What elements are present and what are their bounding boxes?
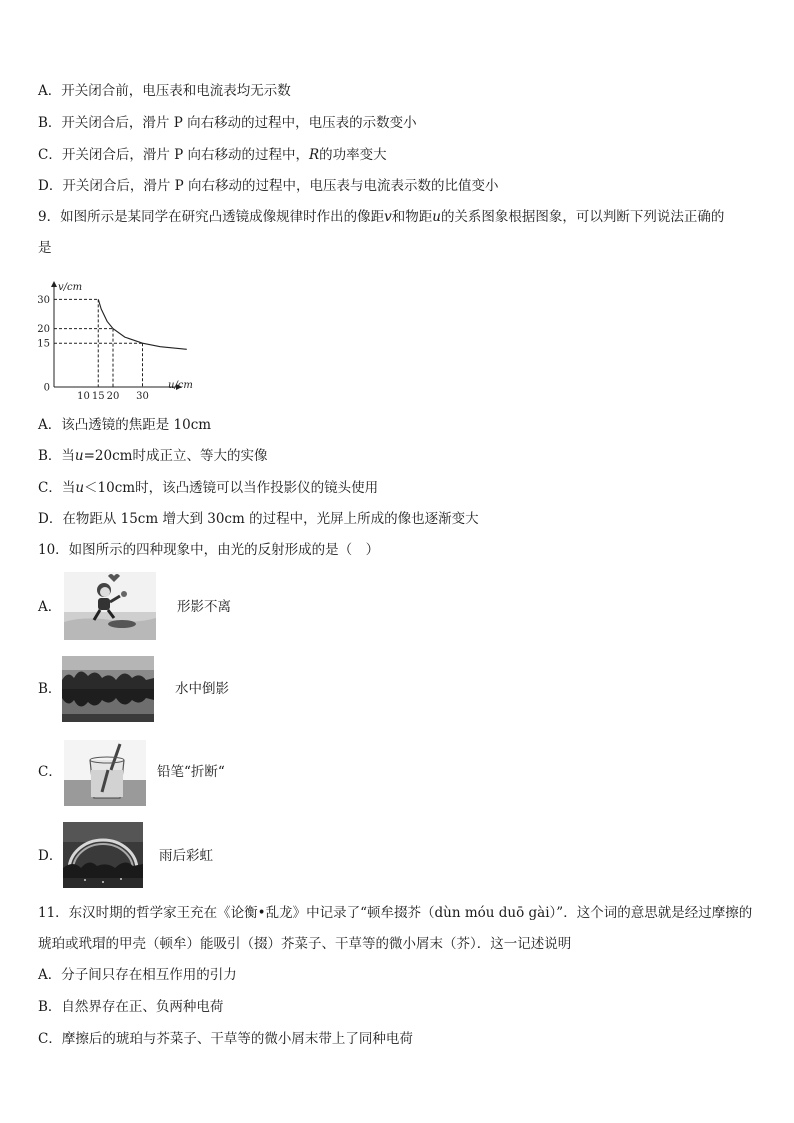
q10-option-a-caption: 形影不离 <box>177 599 231 615</box>
q9-graph <box>30 280 205 405</box>
q9-option-b-pre: B．当 <box>38 448 75 464</box>
q8-option-d: D．开关闭合后，滑片 P 向右移动的过程中，电压表与电流表示数的比值变小 <box>38 178 499 194</box>
q9-option-c-pre: C．当 <box>38 480 76 496</box>
q9-option-b-post: =20cm时成正立、等大的实像 <box>83 448 268 464</box>
y-tick-label: 15 <box>37 338 50 350</box>
q9-option-a: A．该凸透镜的焦距是 10cm <box>38 417 212 433</box>
q9-option-b <box>38 447 267 465</box>
q11-option-a: A．分子间只存在相互作用的引力 <box>38 967 237 983</box>
water-reflection-image <box>62 656 154 722</box>
x-tick-label: 30 <box>136 391 149 402</box>
q9-option-c-var: u <box>75 480 85 496</box>
q9-option-b-var: u <box>74 448 84 464</box>
q8-option-a: A．开关闭合前，电压表和电流表均无示数 <box>38 83 291 99</box>
q9-stem-v: v <box>384 209 392 225</box>
y-tick-label: 0 <box>43 382 50 394</box>
q9-option-c-post: ＜10cm时，该凸透镜可以当作投影仪的镜头使用 <box>84 480 379 496</box>
q11-option-b: B．自然界存在正、负两种电荷 <box>38 999 224 1015</box>
q9-stem-part3: 的关系图象根据图象，可以判断下列说法正确的 <box>440 209 725 225</box>
q10-option-c-caption: 铅笔“折断“ <box>157 764 225 780</box>
q9-stem-u: u <box>432 209 441 225</box>
q8-option-b: B．开关闭合后，滑片 P 向右移动的过程中，电压表的示数变小 <box>38 115 417 131</box>
q11-option-c: C．摩擦后的琥珀与芥菜子、干草等的微小屑末带上了同种电荷 <box>38 1031 413 1047</box>
q9-option-d: D．在物距从 15cm 增大到 30cm 的过程中，光屏上所成的像也逐渐变大 <box>38 511 479 527</box>
q10-option-b-caption: 水中倒影 <box>175 681 229 697</box>
y-tick-label: 30 <box>37 294 50 306</box>
y-axis-arrow <box>51 281 57 287</box>
rainbow-image <box>63 822 143 888</box>
y-axis-label: v/cm <box>58 282 83 293</box>
q8-option-c-pre: C．开关闭合后，滑片 P 向右移动的过程中， <box>38 147 309 163</box>
q9-stem <box>38 208 724 226</box>
q8-option-c <box>38 146 387 164</box>
y-tick-label: 20 <box>37 324 50 336</box>
shadow-figure-image <box>64 572 156 640</box>
q10-stem: 10．如图所示的四种现象中，由光的反射形成的是（ ） <box>38 542 380 558</box>
q9-stem-part2: 和物距 <box>391 209 433 225</box>
x-axis-label: u/cm <box>168 380 193 391</box>
x-tick-label: 20 <box>106 391 120 402</box>
series-line <box>98 299 187 349</box>
q11-stem-line1: 11．东汉时期的哲学家王充在《论衡•乱龙》中记录了“顿牟掇芥（dùn móu duō gài）”．这个词的意思就是经过摩擦的 <box>38 905 753 921</box>
q9-stem-part1: 9．如图所示是某同学在研究凸透镜成像规律时作出的像距 <box>38 209 385 225</box>
q10-option-d-label: D． <box>38 848 63 864</box>
q11-stem-line2: 琥珀或玳瑁的甲壳（顿牟）能吸引（掇）芥菜子、干草等的微小屑末（芥）．这一记述说明 <box>38 936 572 952</box>
q10-option-d-caption: 雨后彩虹 <box>159 848 213 864</box>
q10-option-b-label: B． <box>38 681 62 697</box>
q8-option-c-var: R <box>309 147 320 163</box>
x-tick-label: 15 <box>91 391 105 402</box>
q9-stem-line2: 是 <box>38 240 52 256</box>
x-tick-label: 10 <box>77 391 90 402</box>
q10-option-c-label: C． <box>38 764 62 780</box>
q9-option-c <box>38 479 378 497</box>
q8-option-c-post: 的功率变大 <box>319 147 387 163</box>
q10-option-a-label: A． <box>38 599 62 615</box>
pencil-glass-image <box>64 740 146 806</box>
